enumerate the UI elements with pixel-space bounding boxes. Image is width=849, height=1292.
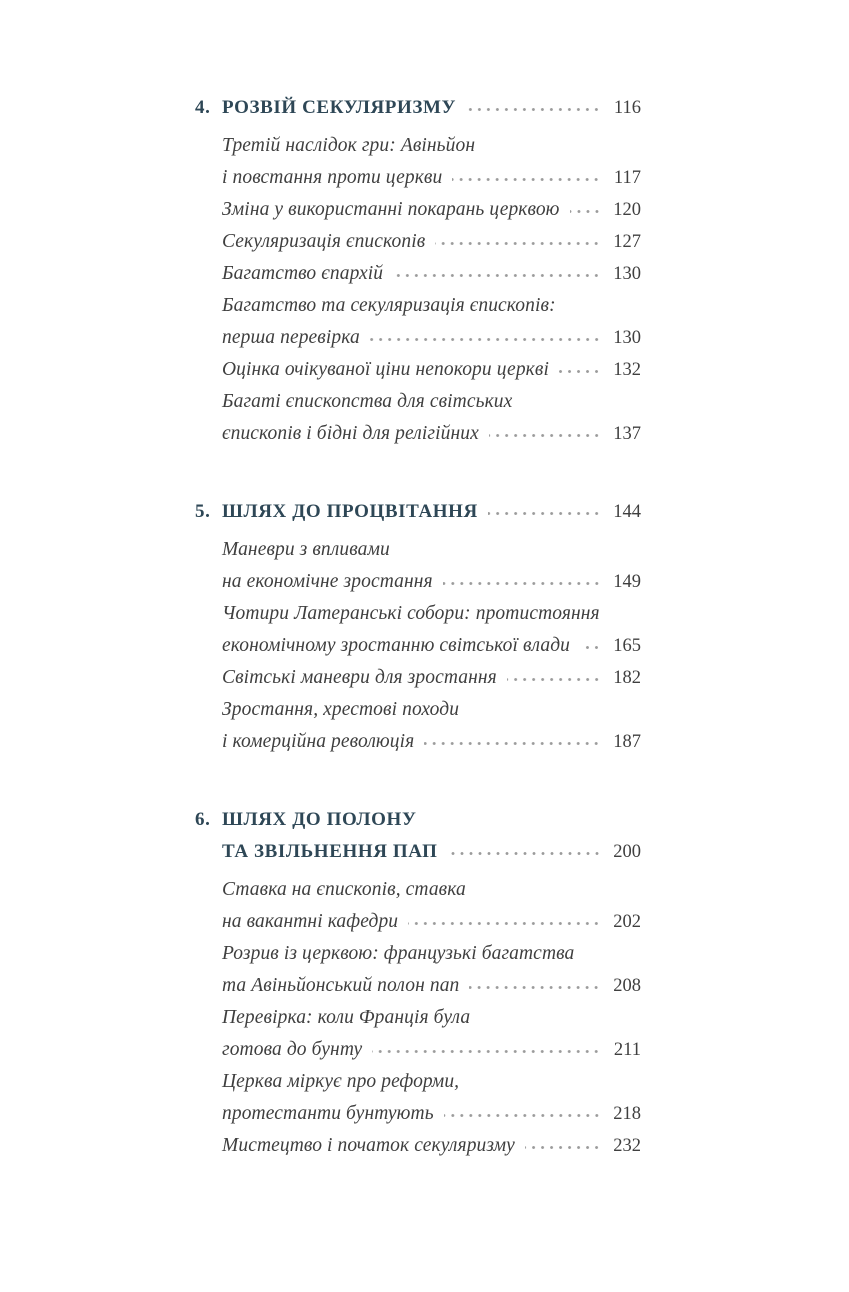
chapter-title-line: ШЛЯХ ДО ПРОЦВІТАННЯ	[222, 501, 478, 522]
toc-entry	[195, 534, 641, 598]
chapter-number: 5.	[195, 501, 211, 522]
entry-title-line: Розрив із церквою: французькі багатства	[222, 943, 575, 964]
entry-row	[195, 1098, 641, 1130]
dot-leader	[488, 506, 601, 517]
page-number: 116	[613, 98, 641, 118]
toc-entry	[195, 1130, 641, 1162]
page-number: 144	[613, 502, 641, 522]
toc-entry	[195, 194, 641, 226]
entry-row	[195, 354, 641, 386]
toc-entry	[195, 130, 641, 194]
toc-entry	[195, 258, 641, 290]
chapter-heading	[195, 92, 641, 124]
entry-row	[195, 874, 641, 906]
chapter-title-line: РОЗВІЙ СЕКУЛЯРИЗМУ	[222, 97, 457, 118]
table-of-contents	[195, 92, 641, 1162]
dot-leader	[408, 916, 601, 927]
page-number: 208	[613, 976, 641, 996]
dot-leader	[466, 102, 601, 113]
dot-leader	[469, 980, 601, 991]
entry-row	[195, 226, 641, 258]
section-entries	[195, 534, 641, 758]
page-number: 218	[613, 1104, 641, 1124]
entry-title-line: Чотири Латеранські собори: протистояння	[222, 603, 600, 624]
toc-entry	[195, 1002, 641, 1066]
entry-row	[195, 418, 641, 450]
entry-title-line: єпископів і бідні для релігійних	[222, 423, 479, 444]
entry-title-line: Мистецтво і початок секуляризму	[222, 1135, 515, 1156]
entry-title-line: Секуляризація єпископів	[222, 231, 426, 252]
entry-title-line: Багатство єпархій	[222, 263, 384, 284]
page-number: 132	[613, 360, 641, 380]
toc-section	[195, 804, 641, 1162]
entry-title-line: Багатство та секуляризація єпископів:	[222, 295, 556, 316]
entry-row	[195, 194, 641, 226]
chapter-title-line: ТА ЗВІЛЬНЕННЯ ПАП	[222, 841, 438, 862]
dot-leader	[507, 672, 601, 683]
entry-row	[195, 726, 641, 758]
dot-leader	[444, 1108, 601, 1119]
entry-title-line: Світські маневри для зростання	[222, 667, 497, 688]
entry-row	[195, 162, 641, 194]
page-number: 202	[613, 912, 641, 932]
dot-leader	[443, 576, 601, 587]
page-number: 182	[613, 668, 641, 688]
entry-row	[195, 1002, 641, 1034]
page-number: 127	[613, 232, 641, 252]
page-number: 165	[613, 636, 641, 656]
chapter-title-line: ШЛЯХ ДО ПОЛОНУ	[222, 809, 417, 830]
entry-row	[195, 1130, 641, 1162]
entry-title-line: та Авіньйонський полон пап	[222, 975, 460, 996]
entry-title-line: Зміна у використанні покарань церквою	[222, 199, 560, 220]
entry-row	[195, 534, 641, 566]
chapter-heading-row	[195, 804, 641, 836]
toc-entry	[195, 1066, 641, 1130]
entry-title-line: Оцінка очікуваної ціни непокори церкві	[222, 359, 549, 380]
page-number: 137	[613, 424, 641, 444]
entry-title-line: перша перевірка	[222, 327, 360, 348]
entry-title-line: Церква міркує про реформи,	[222, 1071, 460, 1092]
dot-leader	[372, 1044, 601, 1055]
chapter-number: 4.	[195, 97, 211, 118]
dot-leader	[489, 428, 601, 439]
entry-row	[195, 1034, 641, 1066]
page-number: 200	[613, 842, 641, 862]
page-number: 120	[613, 200, 641, 220]
entry-row	[195, 290, 641, 322]
entry-title-line: на економічне зростання	[222, 571, 433, 592]
entry-title-line: Багаті єпископства для світських	[222, 391, 513, 412]
section-entries	[195, 874, 641, 1162]
toc-entry	[195, 290, 641, 354]
toc-entry	[195, 226, 641, 258]
chapter-number: 6.	[195, 809, 211, 830]
dot-leader	[448, 846, 602, 857]
toc-entry	[195, 354, 641, 386]
dot-leader	[580, 640, 601, 651]
entry-title-line: готова до бунту	[222, 1039, 363, 1060]
chapter-heading-row	[195, 836, 641, 868]
entry-row	[195, 630, 641, 662]
dot-leader	[570, 204, 601, 215]
toc-entry	[195, 938, 641, 1002]
entry-title-line: Перевірка: коли Франція була	[222, 1007, 471, 1028]
dot-leader	[435, 236, 601, 247]
entry-row	[195, 970, 641, 1002]
chapter-heading-row	[195, 496, 641, 528]
entry-row	[195, 386, 641, 418]
chapter-heading	[195, 496, 641, 528]
toc-entry	[195, 662, 641, 694]
entry-row	[195, 694, 641, 726]
dot-leader	[525, 1140, 601, 1151]
entry-title-line: економічному зростанню світської влади	[222, 635, 571, 656]
toc-entry	[195, 694, 641, 758]
entry-row	[195, 906, 641, 938]
entry-title-line: Третій наслідок гри: Авіньйон	[222, 135, 476, 156]
toc-page	[0, 92, 849, 1162]
toc-entry	[195, 874, 641, 938]
entry-row	[195, 566, 641, 598]
page-number: 211	[613, 1040, 641, 1060]
dot-leader	[452, 172, 601, 183]
entry-title-line: протестанти бунтують	[222, 1103, 434, 1124]
entry-row	[195, 130, 641, 162]
page-number: 187	[613, 732, 641, 752]
chapter-heading-row	[195, 92, 641, 124]
dot-leader	[559, 364, 601, 375]
entry-row	[195, 598, 641, 630]
entry-row	[195, 258, 641, 290]
section-entries	[195, 130, 641, 450]
dot-leader	[370, 332, 601, 343]
toc-entry	[195, 598, 641, 662]
entry-title-line: Ставка на єпископів, ставка	[222, 879, 466, 900]
page-number: 130	[613, 328, 641, 348]
entry-title-line: Маневри з впливами	[222, 539, 390, 560]
dot-leader	[393, 268, 601, 279]
entry-title-line: і повстання проти церкви	[222, 167, 443, 188]
page-number: 117	[613, 168, 641, 188]
toc-section	[195, 92, 641, 450]
page-number: 232	[613, 1136, 641, 1156]
entry-row	[195, 1066, 641, 1098]
toc-section	[195, 496, 641, 758]
toc-entry	[195, 386, 641, 450]
entry-title-line: і комерційна революція	[222, 731, 415, 752]
dot-leader	[424, 736, 601, 747]
entry-title-line: Зростання, хрестові походи	[222, 699, 460, 720]
chapter-heading	[195, 804, 641, 868]
entry-title-line: на вакантні кафедри	[222, 911, 399, 932]
page-number: 130	[613, 264, 641, 284]
entry-row	[195, 938, 641, 970]
page-number: 149	[613, 572, 641, 592]
entry-row	[195, 322, 641, 354]
entry-row	[195, 662, 641, 694]
